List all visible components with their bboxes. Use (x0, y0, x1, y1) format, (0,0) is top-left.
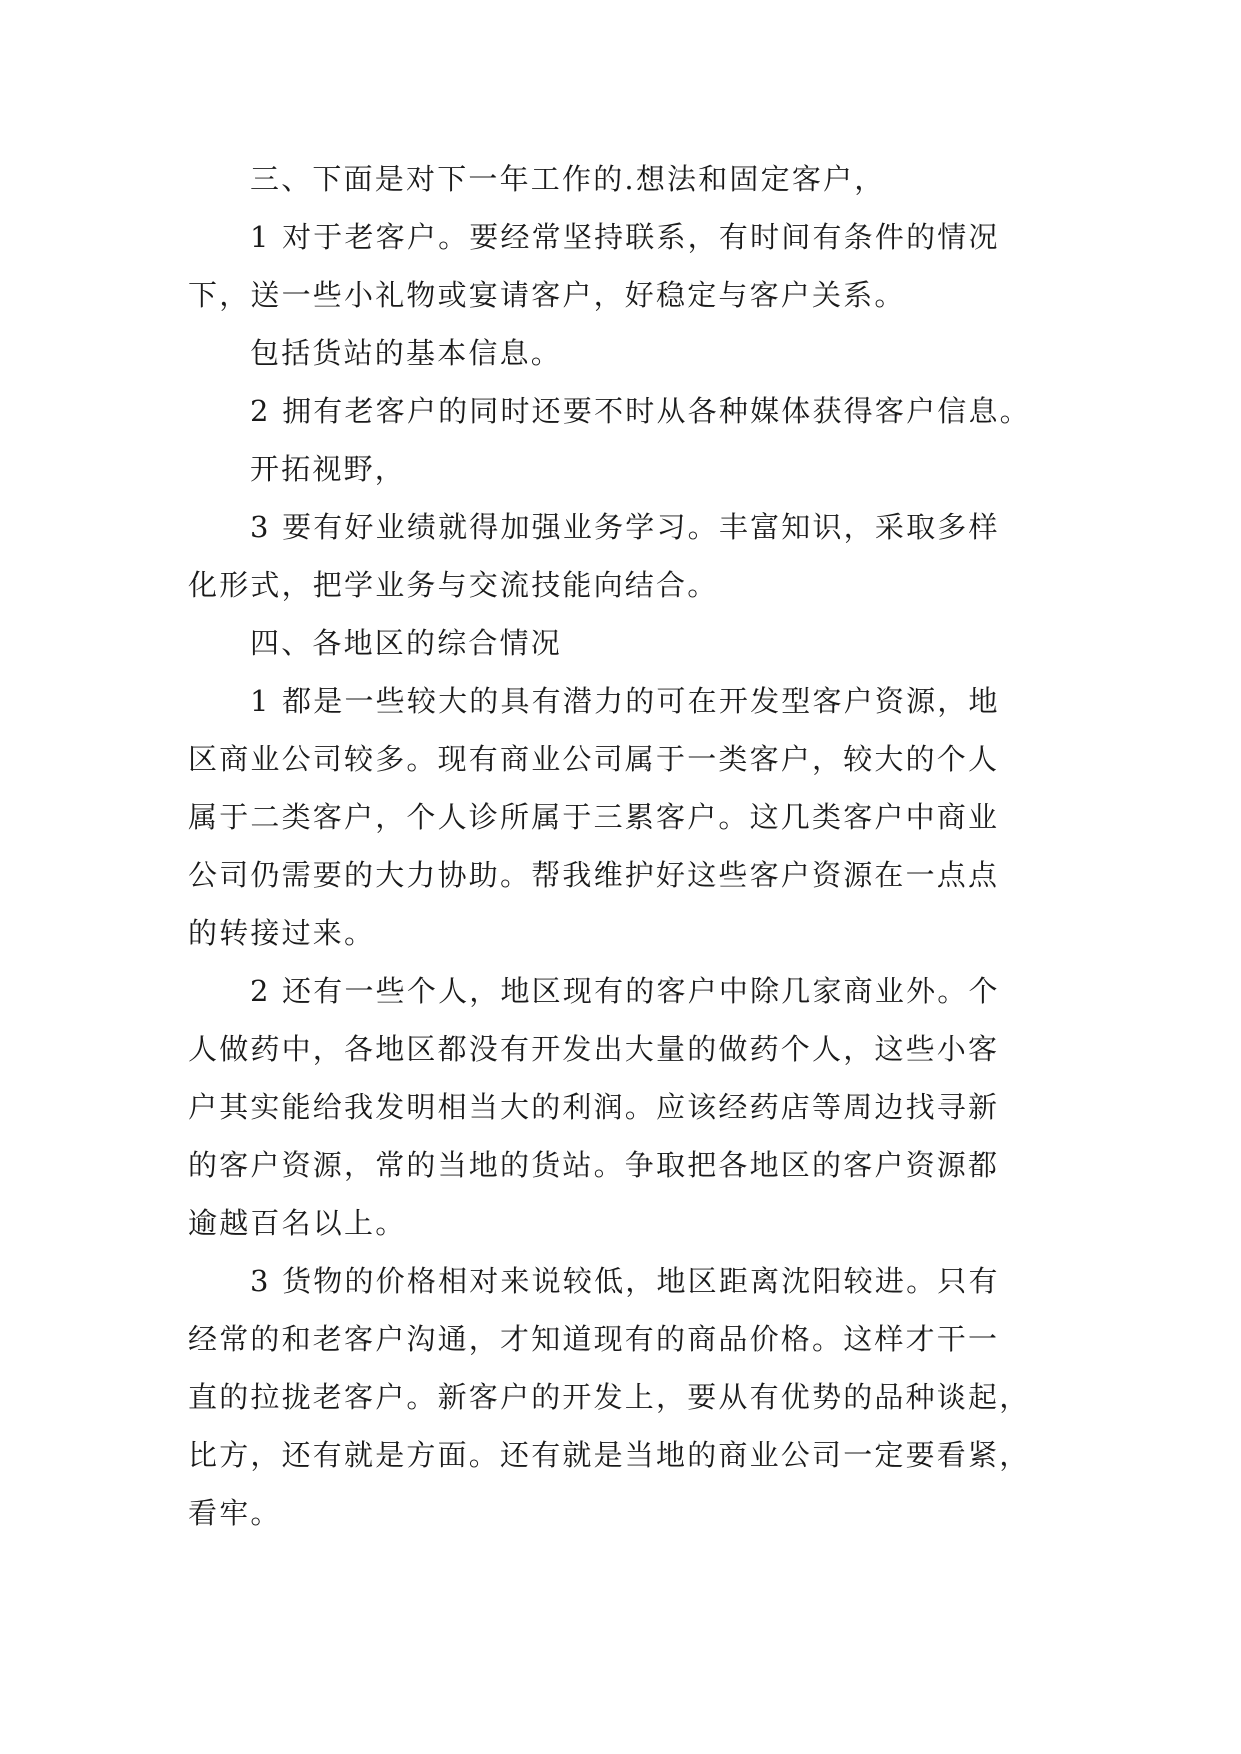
paragraph-7 (188, 614, 1053, 672)
text-line: 人做药中，各地区都没有开发出大量的做药个人，这些小客 (188, 1032, 1000, 1066)
paragraph-4 (188, 382, 1053, 440)
text-line: 1 都是一些较大的具有潜力的可在开发型客户资源，地 (250, 684, 1000, 718)
text-line: 开拓视野， (250, 452, 407, 486)
paragraph-6 (188, 498, 1053, 614)
paragraph-9 (188, 962, 1053, 1252)
text-line: 1 对于老客户。要经常坚持联系，有时间有条件的情况 (250, 220, 1000, 254)
text-line: 逾越百名以上。 (188, 1206, 407, 1240)
text-line: 四、各地区的综合情况 (250, 626, 563, 660)
text-line: 的转接过来。 (188, 916, 376, 950)
text-line: 2 拥有老客户的同时还要不时从各种媒体获得客户信息。 (250, 394, 1031, 428)
paragraph-8 (188, 672, 1053, 962)
text-line: 三、下面是对下一年工作的.想法和固定客户， (250, 162, 886, 196)
text-line: 2 还有一些个人，地区现有的客户中除几家商业外。个 (250, 974, 1000, 1008)
paragraph-5 (188, 440, 1053, 498)
paragraph-10 (188, 1252, 1053, 1542)
text-line: 户其实能给我发明相当大的利润。应该经药店等周边找寻新 (188, 1090, 1000, 1124)
text-line: 的客户资源，常的当地的货站。争取把各地区的客户资源都 (188, 1148, 1000, 1182)
paragraph-2 (188, 208, 1053, 324)
text-line: 经常的和老客户沟通，才知道现有的商品价格。这样才干一 (188, 1322, 1000, 1356)
text-line: 区商业公司较多。现有商业公司属于一类客户，较大的个人 (188, 742, 1000, 776)
paragraph-1 (188, 150, 1053, 208)
text-line: 化形式，把学业务与交流技能向结合。 (188, 568, 719, 602)
text-line: 公司仍需要的大力协助。帮我维护好这些客户资源在一点点 (188, 858, 1000, 892)
text-line: 3 货物的价格相对来说较低，地区距离沈阳较进。只有 (250, 1264, 1000, 1298)
text-line: 属于二类客户，个人诊所属于三累客户。这几类客户中商业 (188, 800, 1000, 834)
document-body (188, 150, 1053, 1542)
text-line: 直的拉拢老客户。新客户的开发上，要从有优势的品种谈起， (188, 1380, 1031, 1414)
paragraph-3 (188, 324, 1053, 382)
text-line: 3 要有好业绩就得加强业务学习。丰富知识，采取多样 (250, 510, 1000, 544)
text-line: 下，送一些小礼物或宴请客户，好稳定与客户关系。 (188, 278, 906, 312)
text-line: 看牢。 (188, 1496, 282, 1530)
text-line: 比方，还有就是方面。还有就是当地的商业公司一定要看紧， (188, 1438, 1031, 1472)
text-line: 包括货站的基本信息。 (250, 336, 563, 370)
